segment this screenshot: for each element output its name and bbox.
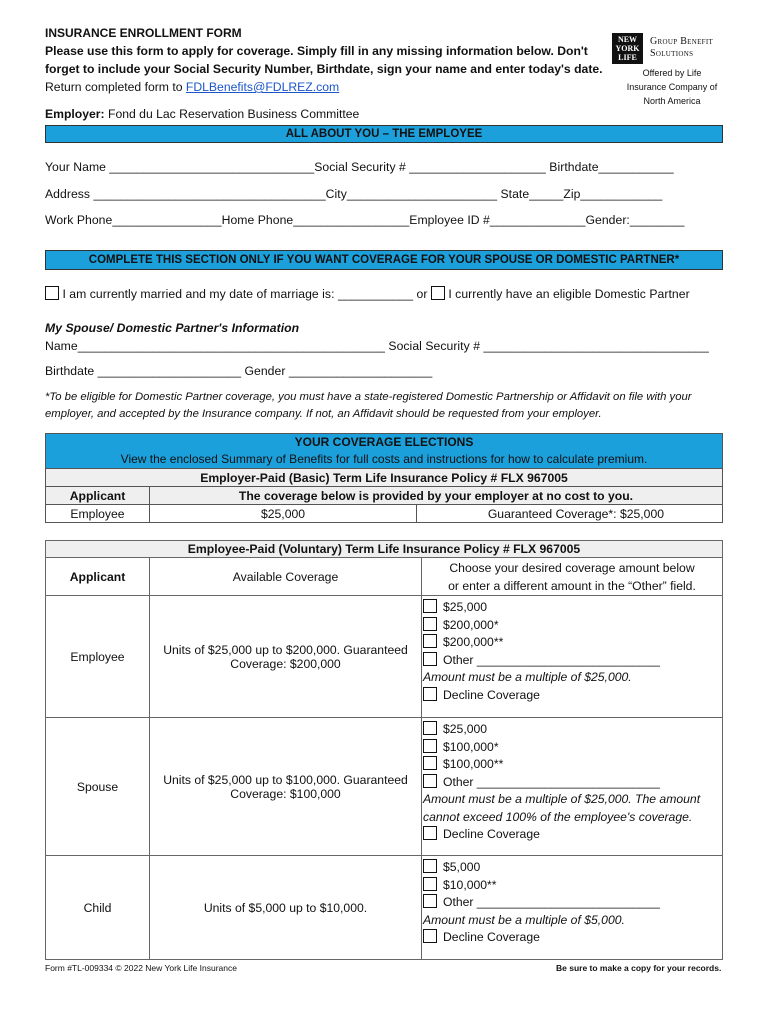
form-number-footer: Form #TL-009334 © 2022 New York Life Insurance xyxy=(45,963,237,973)
voluntary-applicant-employee: Employee xyxy=(46,596,150,718)
employee-option-other[interactable] xyxy=(423,652,722,670)
return-instructions xyxy=(45,78,605,97)
choose-line-1: Choose your desired coverage amount below xyxy=(449,560,695,575)
spouse-multiple-note-1: Amount must be a multiple of $25,000. The amount xyxy=(423,792,701,806)
offered-line-3: North America xyxy=(643,96,701,106)
coverage-elections-subtitle: View the enclosed Summary of Benefits for full costs and instructions for how to calculate premium. xyxy=(120,452,648,466)
new-york-life-logo xyxy=(612,33,643,64)
instructions-line-2: forget to include your Social Security Number, Birthdate, sign your name and enter today's date. xyxy=(45,62,603,76)
logo-mark-line-3: LIFE xyxy=(618,53,637,62)
spouse-coverage-options xyxy=(422,718,723,856)
choose-line-2: or enter a different amount in the “Other” field. xyxy=(448,578,696,593)
employee-option-3-checkbox[interactable] xyxy=(423,634,437,648)
offered-by xyxy=(612,66,732,108)
spouse-name-ssn-fields[interactable]: Name_____________________________________________ Social Security # _________________________________ xyxy=(45,339,709,353)
voluntary-applicant-header: Applicant xyxy=(46,558,150,596)
employee-decline[interactable] xyxy=(423,687,722,705)
married-checkbox[interactable] xyxy=(45,286,59,300)
employee-option-1[interactable] xyxy=(423,599,722,617)
child-decline-checkbox[interactable] xyxy=(423,929,437,943)
child-available-coverage: Units of $5,000 up to $10,000. xyxy=(150,856,422,960)
spouse-option-other-label: Other ___________________________ xyxy=(443,774,660,789)
section-spouse-heading: COMPLETE THIS SECTION ONLY IF YOU WANT COVERAGE FOR YOUR SPOUSE OR DOMESTIC PARTNER* xyxy=(45,250,723,270)
spouse-option-2[interactable] xyxy=(423,739,722,757)
spouse-option-1-label: $25,000 xyxy=(443,722,488,736)
spouse-option-other[interactable] xyxy=(423,774,722,792)
married-text: I am currently married and my date of marriage is: ___________ or xyxy=(62,287,428,301)
employee-decline-label: Decline Coverage xyxy=(443,687,540,702)
spouse-coverage-line-1: Units of $25,000 up to $100,000. Guaranteed xyxy=(163,772,408,787)
child-option-2-checkbox[interactable] xyxy=(423,877,437,891)
employee-option-other-label: Other ___________________________ xyxy=(443,652,660,667)
employee-name-ssn-birthdate-fields[interactable]: Your Name ______________________________Social Security # ____________________ Birthdate___________ xyxy=(45,160,674,174)
brand-name xyxy=(650,36,734,60)
spouse-option-3-label: $100,000** xyxy=(443,757,504,771)
offered-line-1: Offered by Life xyxy=(642,68,702,78)
child-multiple-note: Amount must be a multiple of $5,000. xyxy=(423,912,625,927)
instructions-line-1: Please use this form to apply for coverage. Simply fill in any missing information below. Don't xyxy=(45,44,588,58)
basic-amount: $25,000 xyxy=(150,505,417,523)
spouse-multiple-note-2: cannot exceed 100% of the employee's coverage. xyxy=(423,809,693,824)
domestic-partner-text: I currently have an eligible Domestic Partner xyxy=(448,287,690,301)
voluntary-policy-title: Employee-Paid (Voluntary) Term Life Insurance Policy # FLX 967005 xyxy=(46,541,723,558)
basic-coverage-table xyxy=(45,433,723,523)
child-decline[interactable] xyxy=(423,929,722,947)
basic-coverage-description: The coverage below is provided by your employer at no cost to you. xyxy=(150,487,723,505)
brand-line-2: Solutions xyxy=(650,48,694,59)
domestic-partner-note: *To be eligible for Domestic Partner coverage, you must have a state-registered Domestic Partnership or Affidavit on file with your employer, and accepted by the Insurance company. If not, an Affidavit should be requested from your employer. xyxy=(45,391,692,420)
child-option-other[interactable] xyxy=(423,894,722,912)
available-coverage-header: Available Coverage xyxy=(150,558,422,596)
voluntary-applicant-spouse: Spouse xyxy=(46,718,150,856)
child-option-2-label: $10,000** xyxy=(443,877,497,892)
return-email-link[interactable]: FDLBenefits@FDLREZ.com xyxy=(185,80,340,94)
spouse-decline-checkbox[interactable] xyxy=(423,826,437,840)
employee-option-1-label: $25,000 xyxy=(443,600,488,614)
employee-phone-id-gender-fields[interactable]: Work Phone________________Home Phone_________________Employee ID #______________Gender:________ xyxy=(45,213,685,227)
spouse-decline[interactable] xyxy=(423,826,722,844)
coverage-elections-title: YOUR COVERAGE ELECTIONS xyxy=(294,435,474,449)
voluntary-applicant-child: Child xyxy=(46,856,150,960)
section-employee-heading: ALL ABOUT YOU – THE EMPLOYEE xyxy=(45,125,723,143)
spouse-option-1-checkbox[interactable] xyxy=(423,721,437,735)
child-option-other-label: Other ___________________________ xyxy=(443,895,660,909)
spouse-option-3-checkbox[interactable] xyxy=(423,756,437,770)
employee-option-2[interactable] xyxy=(423,617,722,635)
spouse-option-other-checkbox[interactable] xyxy=(423,774,437,788)
basic-applicant-employee: Employee xyxy=(46,505,150,523)
child-option-2[interactable] xyxy=(423,877,722,895)
spouse-option-3[interactable] xyxy=(423,756,722,774)
spouse-option-2-checkbox[interactable] xyxy=(423,739,437,753)
spouse-option-2-label: $100,000* xyxy=(443,739,499,754)
employee-available-coverage xyxy=(150,596,422,718)
spouse-option-1[interactable] xyxy=(423,721,722,739)
employee-multiple-note: Amount must be a multiple of $25,000. xyxy=(423,670,632,684)
employee-option-2-label: $200,000* xyxy=(443,617,499,632)
basic-policy-title: Employer-Paid (Basic) Term Life Insurance Policy # FLX 967005 xyxy=(46,469,723,487)
return-prefix: Return completed form to xyxy=(45,80,186,94)
marital-status-line xyxy=(45,286,690,301)
employer-value: Fond du Lac Reservation Business Committee xyxy=(108,107,360,121)
employee-coverage-options xyxy=(422,596,723,718)
employee-option-other-checkbox[interactable] xyxy=(423,652,437,666)
child-option-other-checkbox[interactable] xyxy=(423,894,437,908)
offered-line-2: Insurance Company of xyxy=(626,82,718,92)
spouse-birthdate-gender-fields[interactable]: Birthdate _____________________ Gender _____________________ xyxy=(45,364,433,378)
employee-address-fields[interactable]: Address __________________________________City______________________ State_____Zip____________ xyxy=(45,187,663,201)
child-option-1-checkbox[interactable] xyxy=(423,859,437,873)
employee-coverage-line-1: Units of $25,000 up to $200,000. Guaranteed xyxy=(163,642,408,657)
employee-option-3[interactable] xyxy=(423,634,722,652)
basic-guaranteed-coverage: Guaranteed Coverage*: $25,000 xyxy=(417,505,723,523)
employee-option-2-checkbox[interactable] xyxy=(423,617,437,631)
spouse-available-coverage xyxy=(150,718,422,856)
brand-line-1: Group Benefit xyxy=(650,36,714,47)
child-option-1[interactable] xyxy=(423,859,722,877)
child-option-1-label: $5,000 xyxy=(443,860,481,874)
employer-line xyxy=(45,107,359,121)
copy-reminder-footer: Be sure to make a copy for your records. xyxy=(556,963,722,973)
employer-label: Employer: xyxy=(45,107,105,121)
spouse-coverage-line-2: Coverage: $100,000 xyxy=(230,786,341,801)
spouse-info-heading: My Spouse/ Domestic Partner's Information xyxy=(45,321,300,335)
coverage-elections-header xyxy=(46,434,723,469)
form-title: INSURANCE ENROLLMENT FORM xyxy=(45,26,242,40)
employee-option-1-checkbox[interactable] xyxy=(423,599,437,613)
form-header xyxy=(45,25,605,97)
employee-decline-checkbox[interactable] xyxy=(423,687,437,701)
child-decline-label: Decline Coverage xyxy=(443,930,540,944)
domestic-partner-checkbox[interactable] xyxy=(431,286,445,300)
voluntary-coverage-table xyxy=(45,540,723,960)
spouse-decline-label: Decline Coverage xyxy=(443,827,540,841)
basic-applicant-header: Applicant xyxy=(46,487,150,505)
employee-coverage-line-2: Coverage: $200,000 xyxy=(230,656,341,671)
employee-option-3-label: $200,000** xyxy=(443,635,504,649)
child-coverage-options xyxy=(422,856,723,960)
logo-mark-line-2: YORK xyxy=(615,44,640,53)
choose-coverage-header xyxy=(422,558,723,596)
logo-mark-line-1: NEW xyxy=(617,35,638,44)
